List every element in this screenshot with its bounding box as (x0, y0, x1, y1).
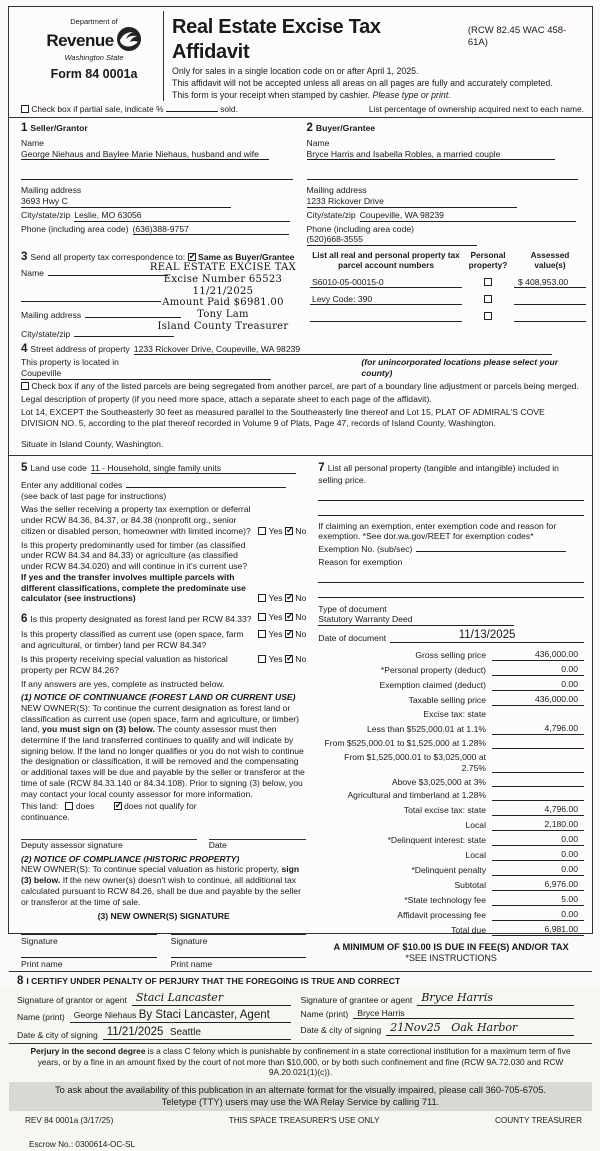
assessed-value-field-3[interactable] (514, 311, 586, 322)
correspondence-csz-field[interactable] (74, 336, 174, 337)
personal-property-checkbox-3[interactable] (484, 312, 492, 320)
segregated-checkbox[interactable] (21, 382, 29, 390)
parcel-row (310, 311, 586, 322)
new-owner-signature-1[interactable]: Signature (21, 934, 157, 947)
same-as-buyer-checkbox[interactable] (188, 253, 196, 261)
grantor-signature-block: Signature of grantor or agent Staci Lancaster Name (print) George Niehaus By Staci Lancaster, Agent Date & city of signing 11/21/2025 Seattle (17, 989, 301, 1041)
new-owner-signature-2[interactable]: Signature (171, 934, 307, 947)
land-use-section: 5 Land use code 11 - Household, single family units Enter any additional codes (see back of last page for instructions) Was the seller receiving a property tax exemption or deferral under RCW 84.36, 84.37, or 84.38 (nonprofit org., senior citizen or disabled person, homeowner with limited income)? Yes ✓ No Is this property predominantly used for timber (as classified under RCW 84.34 and 84.33) or agriculture (as classified under RCW 84.34.020) and will continue in it's current use? If yes and the transfer involves multiple parcels with different classifications, complete the predominate use calculator (see instructions) Yes ✓ No (21, 461, 306, 604)
parcel-row (310, 277, 586, 288)
partial-sale-left: Check box if partial sale, indicate % sold. (21, 104, 238, 115)
title-block (163, 11, 586, 101)
levy-code-field[interactable]: Levy Code: 390 (310, 294, 462, 305)
taxable-selling-price-field[interactable]: 436,000.00 (492, 694, 584, 706)
tax-computation-section: Type of documentStatutory Warranty Deed Date of document 11/13/2025 Gross selling price 436,000.00 *Personal property (deduct) 0.00 Exemption claimed (deduct) 0.00 Taxable selling price 436,000.00 Excise tax: state Less than $525,000.01 at 1.1% 4,796.00 From $525,000.01 to $1,525,000 at 1.28% From $1,525,000.01 to $3,025,000 at 2.75% Above $3,025,000 at 3% Agricultural and timberland at 1.28% Total excise tax: state 4,796.00 Local 2,180.00 *Delinquent interest: state 0.00 Local 0.00 *Delinquent penalty 0.00 Subtotal 6,976.00 *State technology fee 5.00 Affidavit processing fee 0.00 Total due 6,981.00 A MINIMUM OF $10.00 IS DUE IN FEE(S) AND/OR TAX *SEE INSTRUCTIONS (318, 604, 584, 965)
unincorporated-note: (for unincorporated locations please select your county) (361, 357, 559, 379)
tier1-tax-field[interactable]: 4,796.00 (492, 723, 584, 735)
historic-no-checkbox[interactable] (285, 655, 293, 663)
situate-text: Situate in Island County, Washington. (21, 438, 164, 449)
property-address-section: 4 Street address of property 1233 Rickover Drive, Coupeville, WA 98239 This property is located inCoupeville (for unincorporated locations please select your county) Check box if any of the listed parcels are being segregated from another parcel, are part of a boundary line adjustment or parcels being merged. Legal description of property (if you need more space, attach a separate sheet to each page of the affidavit). Lot 14, EXCEPT the Southeasterly 30 feet as measured parallel to the Southeasterly line thereof and Lot 15, PLAT OF ADMIRAL'S COVE DIVISION NO. 5, according to the plat thereof recorded in Volume 9 of Plats, Page 47, records of Island County, Washington. Situate in Island County, Washington. (15, 340, 586, 450)
reason-exemption-line-1[interactable] (318, 572, 584, 583)
parcel-col-header: List all real and personal property tax parcel account numbers (312, 249, 460, 271)
buyer-phone-field[interactable]: (520)668-3555 (307, 234, 477, 246)
header-note-3: This form is your receipt when stamped by cashier. Please type or print. (172, 89, 451, 100)
personal-property-line-2[interactable] (318, 505, 584, 516)
land-use-code-field[interactable]: 11 - Household, single family units (91, 463, 296, 475)
certification-section: 8 I CERTIFY UNDER PENALTY OF PERJURY THAT THE FOREGOING IS TRUE AND CORRECT Signature of grantor or agent Staci Lancaster Name (print) George Niehaus By Staci Lancaster, Agent Date & city of signing 11/21/2025 Seattle Signature of grantee or agent Bryce Harris Name (print) Bryce Harris Date & city of signing 21Nov25 Oak Harbor (9, 971, 592, 1040)
header-note-1: Only for sales in a single location code on or after April 1, 2025. (172, 66, 419, 76)
personal-property-col-header: Personal property? (468, 249, 508, 271)
grantee-signature-field[interactable]: Bryce Harris (417, 991, 574, 1006)
grantee-signature-block: Signature of grantee or agent Bryce Harris Name (print) Bryce Harris Date & city of signing 21Nov25 Oak Harbor (301, 989, 585, 1041)
parcel-number-field-3[interactable] (310, 311, 462, 322)
buyer-heading: Buyer/Grantee (315, 123, 376, 134)
additional-codes-field[interactable] (126, 487, 286, 488)
notice-compliance-title: (2) NOTICE OF COMPLIANCE (HISTORIC PROPERTY) (21, 853, 240, 864)
partial-sale-row (15, 101, 586, 118)
parcel-row (310, 294, 586, 305)
seller-csz-field[interactable]: Leslie, MO 63056 (74, 210, 290, 222)
dor-logo-block (15, 11, 163, 101)
total-excise-state-field[interactable]: 4,796.00 (492, 804, 584, 816)
parcel-number-field[interactable]: S6010-05-00015-0 (310, 277, 462, 288)
new-owner-print-2[interactable]: Print name (171, 957, 307, 970)
timber-use-yes-checkbox[interactable] (258, 594, 266, 602)
current-use-no-checkbox[interactable] (285, 630, 293, 638)
washington-state-label: Washington State (64, 53, 124, 63)
gross-selling-price-field[interactable]: 436,000.00 (492, 649, 584, 661)
tier4-tax-field[interactable] (492, 777, 584, 787)
revenue-wordmark: Revenue (46, 31, 114, 51)
header-note-2: This affidavit will not be accepted unless all areas on all pages are fully and accurately completed. (172, 77, 553, 88)
agricultural-tax-field[interactable] (492, 791, 584, 801)
personal-property-section: 7 List all personal property (tangible and intangible) included in selling price. If claiming an exemption, enter exemption code and reason for exemption. *See dor.wa.gov/REET for exemption codes* Exemption No. (sub/sec) Reason for exemption (318, 461, 584, 598)
treasurer-use-label: THIS SPACE TREASURER'S USE ONLY (228, 1116, 380, 1126)
form-frame (8, 6, 593, 1150)
land-does-not-checkbox[interactable] (114, 802, 122, 810)
legal-description-label: Legal description of property (if you need more space, attach a separate sheet to each page of the affidavit). (21, 393, 432, 404)
rcw-reference: (RCW 82.45 WAC 458-61A) (467, 25, 567, 48)
buyer-mailing-field[interactable]: 1233 Rickover Drive (307, 196, 517, 208)
dor-swirl-icon (116, 26, 142, 55)
grantor-signature-field[interactable]: Staci Lancaster (132, 991, 291, 1006)
forest-land-section: 6 Is this property designated as forest land per RCW 84.33? Yes ✓ No Is this property classified as current use (open space, farm and agricultural, or timber) land per RCW 84.34? Yes ✓ No Is this property receiving special valuation as historical property per RCW 84.26? Yes ✓ No If any answers are yes, complete as instructed below. (1) NOTICE OF CONTINUANCE (FOREST LAND OR CURRENT USE) NEW OWNER(S): To continue the current designation as forest land or classification as current use (open space, farm and agriculture, or timber) land, you must sign on (3) below. The county assessor must then determine if the land transferred continues to qualify and will indicate by signing below. If the land no longer qualifies or you do not wish to continue the designation or classification, it will be removed and the compensating or additional taxes will be due and payable by the seller or transferor at the time of sale (RCW 84.33.140 or 84.34.108). Prior to signing (3) below, you may contact your local county assessor for more information. This land: does ✓ does not qualify for continuance. Deputy assessor signature Date (2) NOTICE OF COMPLIANCE (HISTORIC PROPERTY) NEW OWNER(S): To continue special valuation as historic property, sign (3) below. If the new owner(s) doesn't wish to continue, all additional tax calculated pursuant to RCW 84.26, shall be due and payable by the seller or transferor at the time of sale. (3) NEW OWNER(S) SIGNATURE Signature Signature Print name Print name (21, 612, 306, 969)
see-instructions-note: *SEE INSTRUCTIONS (405, 953, 497, 964)
new-owner-print-1[interactable]: Print name (21, 957, 157, 970)
new-owners-signature-title: (3) NEW OWNER(S) SIGNATURE (97, 911, 230, 922)
certify-statement: I CERTIFY UNDER PENALTY OF PERJURY THAT THE FOREGOING IS TRUE AND CORRECT (26, 976, 401, 987)
exemption-claimed-field[interactable]: 0.00 (492, 679, 584, 691)
tax-correspondence-section: 3 Send all property tax correspondence to: ✓ Same as Buyer/Grantee Name Mailing address City/state/zip REAL ESTATE EXCISE TAX Excise Number 65523 11/21/2025 Amount Paid $6981.00 Tony Lam Island County Treasurer (15, 250, 302, 340)
personal-property-line-1[interactable] (318, 490, 584, 501)
escrow-number: Escrow No.: 0300614-OC-SL (29, 1140, 136, 1150)
buyer-grantee-section: 2 Buyer/Grantee NameBryce Harris and Isabella Robles, a married couple Mailing address1233 Rickover Drive City/state/zip Coupeville, WA 98239 Phone (including area code)(520)668-3555 (301, 118, 587, 246)
subtotal-field[interactable]: 6,976.00 (492, 879, 584, 891)
ownership-note: List percentage of ownership acquired next to each name. (368, 103, 584, 114)
notice-continuance-title: (1) NOTICE OF CONTINUANCE (FOREST LAND OR CURRENT USE) (21, 692, 296, 703)
footer-row (15, 1111, 586, 1126)
seller-name-field[interactable]: George Niehaus and Baylee Marie Niehaus, husband and wife (21, 149, 269, 161)
forest-land-no-checkbox[interactable] (285, 613, 293, 621)
document-date-field[interactable]: 11/13/2025 (390, 628, 584, 643)
grantor-date-city-field[interactable]: 11/21/2025 Seattle (103, 1025, 291, 1041)
delinquent-interest-local-field[interactable]: 0.00 (492, 849, 584, 861)
seller-mailing-field[interactable]: 3693 Hwy C (21, 196, 231, 208)
delinquent-penalty-field[interactable]: 0.00 (492, 864, 584, 876)
parcel-table (302, 250, 586, 340)
deputy-assessor-signature-field[interactable]: Deputy assessor signature (21, 839, 197, 851)
grantor-print-name-field[interactable]: George Niehaus By Staci Lancaster, Agent (70, 1008, 291, 1023)
mid-divider (9, 455, 592, 456)
land-does-checkbox[interactable] (65, 802, 73, 810)
historic-yes-checkbox[interactable] (258, 655, 266, 663)
partial-sale-checkbox[interactable] (21, 105, 29, 113)
legal-description-text: Lot 14, EXCEPT the Southeasterly 30 feet as measured parallel to the Southeasterly line thereof and Lot 15, PLAT OF ADMIRAL'S COVE DIVISION NO. 5, according to the plat thereof recorded in Volume 9 of Plats, Page 47, records of Island County, Washington. (21, 407, 545, 429)
seller-exemption-yes-checkbox[interactable] (258, 527, 266, 535)
treasurer-stamp: REAL ESTATE EXCISE TAX Excise Number 65523 11/21/2025 Amount Paid $6981.00 Tony Lam Island County Treasurer (149, 261, 297, 332)
forest-land-yes-checkbox[interactable] (258, 613, 266, 621)
total-due-field[interactable]: 6,981.00 (492, 924, 584, 936)
tier2-tax-field[interactable] (492, 739, 584, 749)
state-technology-fee-field[interactable]: 5.00 (492, 894, 584, 906)
buyer-name-field[interactable]: Bryce Harris and Isabella Robles, a married couple (307, 149, 555, 161)
local-tax-field[interactable]: 2,180.00 (492, 819, 584, 831)
personal-property-checkbox-2[interactable] (484, 295, 492, 303)
form-header (15, 11, 586, 101)
minimum-due-note: A MINIMUM OF $10.00 IS DUE IN FEE(S) AND/OR TAX (333, 941, 569, 952)
seller-grantor-section: 1 Seller/Grantor NameGeorge Niehaus and Baylee Marie Niehaus, husband and wife Mailing address3693 Hwy C City/state/zip Leslie, MO 63056 Phone (including area code) (636)388-9757 (15, 118, 301, 246)
current-use-yes-checkbox[interactable] (258, 630, 266, 638)
grantee-date-city-field[interactable]: 21Nov25 Oak Harbor (386, 1021, 574, 1036)
partial-sale-percent-field[interactable] (166, 111, 218, 112)
reason-exemption-line-2[interactable] (318, 587, 584, 598)
located-in-field[interactable]: Coupeville (21, 368, 271, 380)
notice-continuance-body: NEW OWNER(S): To continue the current designation as forest land or classification as current use (open space, farm and agriculture, or timber) land, you must sign on (3) below. The county assessor must then determine if the land transferred continues to qualify and will indicate by signing below. If the land no longer qualifies or you do not wish to continue the designation or classification, it will be removed and the compensating or additional taxes will be due and payable by the seller or transferor at the time of sale (RCW 84.33.140 or 84.34.108). Prior to signing (3) below, you may contact your local county assessor for more information. (21, 702, 305, 799)
deputy-date-field[interactable]: Date (209, 839, 307, 851)
seller-phone-field[interactable]: (636)388-9757 (133, 224, 289, 236)
street-address-field[interactable]: 1233 Rickover Drive, Coupeville, WA 98239 (134, 344, 552, 356)
document-type-field[interactable]: Statutory Warranty Deed (318, 614, 514, 626)
exemption-no-field[interactable] (416, 551, 566, 552)
assessed-value-field-2[interactable] (514, 294, 586, 305)
affidavit-processing-fee-field[interactable]: 0.00 (492, 909, 584, 921)
seller-exemption-no-checkbox[interactable] (285, 527, 293, 535)
buyer-csz-field[interactable]: Coupeville, WA 98239 (360, 210, 576, 222)
personal-property-checkbox-1[interactable] (484, 278, 492, 286)
county-treasurer-label: COUNTY TREASURER (494, 1116, 582, 1126)
assessed-value-field[interactable]: $ 408,953.00 (514, 277, 586, 288)
page-title: Real Estate Excise Tax Affidavit (172, 16, 381, 63)
timber-use-no-checkbox[interactable] (285, 594, 293, 602)
accessibility-notice: To ask about the availability of this publication in an alternate format for the visually impaired, please call 360-705-6705. Teletype (TTY) users may use the WA Relay Service by calling 711. (9, 1082, 592, 1111)
seller-name-extra-line[interactable] (21, 169, 293, 180)
delinquent-interest-state-field[interactable]: 0.00 (492, 834, 584, 846)
form-number: Form 84 0001a (50, 67, 138, 82)
perjury-notice: Perjury in the second degree is a class C felony which is punishable by confinement in a state correctional institution for a maximum term of five years, or by a fine in an amount fixed by the court of not more than $10,000, or by both such confinement and fine (RCW 9A.72.030 and RCW 9A.20.021(1)(c)). (9, 1043, 592, 1080)
assessed-value-col-header: Assessed value(s) (530, 249, 570, 271)
buyer-name-extra-line[interactable] (307, 169, 579, 180)
notice-compliance-body: NEW OWNER(S): To continue special valuation as historic property, sign (3) below. If the new owner(s) doesn't wish to continue, all additional tax calculated pursuant to RCW 84.26, shall be due and payable by the seller or transferor at the time of sale. (21, 864, 301, 907)
personal-property-deduct-field[interactable]: 0.00 (492, 664, 584, 676)
seller-heading: Seller/Grantor (30, 123, 88, 134)
dept-of-label: Department of (70, 17, 118, 26)
rev-number: REV 84 0001a (3/17/25) (25, 1116, 114, 1126)
tier3-tax-field[interactable] (492, 763, 584, 773)
grantee-print-name-field[interactable]: Bryce Harris (353, 1008, 574, 1020)
